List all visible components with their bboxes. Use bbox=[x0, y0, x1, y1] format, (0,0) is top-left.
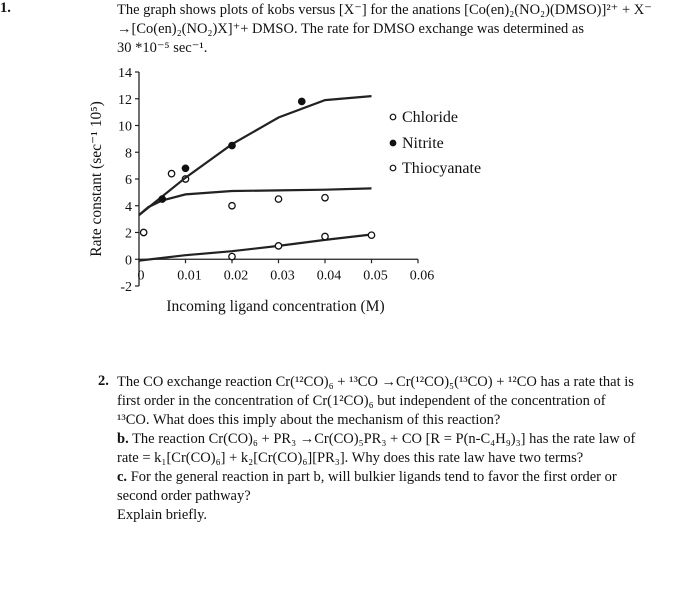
part-c-line-1 bbox=[117, 468, 677, 487]
y-axis-title: Rate constant (sec⁻¹ 10⁵) bbox=[88, 101, 105, 257]
x-tick-label: 0.06 bbox=[409, 268, 435, 284]
y-tick-label: 4 bbox=[125, 199, 132, 215]
x-axis-title: Incoming ligand concentration (M) bbox=[166, 298, 385, 315]
y-tick-label: 6 bbox=[125, 173, 132, 188]
question-2-line-2: first order in the concentration of Cr(1²CO)₆ but independent of the concentration of bbox=[117, 393, 606, 409]
y-tick-label: -2 bbox=[120, 280, 132, 295]
legend-marker bbox=[390, 114, 396, 120]
data-point-thiocyanate bbox=[229, 253, 235, 259]
x-tick-label: 0 bbox=[137, 268, 145, 284]
legend-marker bbox=[390, 140, 396, 146]
part-b-text-1: The reaction Cr(CO)₆ + PR₃ →Cr(CO)₅PR₃ + CO [R = P(n-C₄H₉)₃] has the rate law of bbox=[132, 431, 636, 447]
y-tick-label: 0 bbox=[125, 253, 132, 269]
question-2-text bbox=[117, 373, 677, 525]
data-point-nitrite bbox=[299, 98, 305, 104]
part-b-line-2: rate = k₁[Cr(CO)₆] + k₂[Cr(CO)₆][PR₃]. Why does this rate law have two terms? bbox=[117, 450, 584, 466]
legend-label: Nitrite bbox=[402, 135, 444, 152]
data-point-chloride bbox=[168, 170, 174, 176]
y-tick-label: 12 bbox=[118, 92, 132, 108]
data-point-thiocyanate bbox=[368, 232, 374, 238]
data-point-chloride bbox=[140, 229, 146, 235]
data-point-nitrite bbox=[182, 165, 188, 171]
part-b-line-1 bbox=[117, 430, 677, 449]
explain-line: Explain briefly. bbox=[117, 507, 208, 523]
x-tick-label: 0.02 bbox=[223, 268, 249, 284]
question-1-number: 1. bbox=[0, 0, 11, 16]
series-line-chloride bbox=[139, 188, 372, 215]
question-1-line-3: 30 *10⁻⁵ sec⁻¹. bbox=[117, 40, 208, 56]
y-tick-label: 8 bbox=[125, 146, 132, 162]
part-b-label: b. bbox=[117, 431, 129, 447]
question-1-line-2: →[Co(en)₂(NO₂)X]⁺+ DMSO. The rate for DMSO exchange was determined as bbox=[117, 21, 584, 37]
x-tick-label: 0.03 bbox=[270, 268, 295, 284]
legend-marker bbox=[390, 165, 396, 171]
question-2-line-1: The CO exchange reaction Cr(¹²CO)₆ + ¹³CO →Cr(¹²CO)₅(¹³CO) + ¹²CO has a rate that is bbox=[117, 374, 634, 390]
question-2-number: 2. bbox=[98, 373, 109, 389]
y-tick-label: 14 bbox=[118, 66, 132, 81]
y-tick-label: 2 bbox=[125, 226, 132, 242]
legend-label: Thiocyanate bbox=[402, 160, 482, 177]
data-point-nitrite bbox=[229, 142, 235, 148]
series-line-thiocyanate bbox=[139, 235, 372, 261]
x-tick-label: 0.04 bbox=[316, 268, 342, 284]
data-point-chloride bbox=[322, 195, 328, 201]
data-point-thiocyanate bbox=[322, 233, 328, 239]
x-tick-label: 0.01 bbox=[177, 268, 202, 284]
part-c-line-2: second order pathway? bbox=[117, 488, 251, 504]
data-point-thiocyanate bbox=[275, 243, 281, 249]
x-tick-label: 0.05 bbox=[363, 268, 388, 284]
part-c-text-1: For the general reaction in part b, will bulkier ligands tend to favor the first order or bbox=[130, 469, 617, 485]
data-point-chloride bbox=[229, 203, 235, 209]
question-1-line-1: The graph shows plots of kobs versus [X⁻] for the anations [Co(en)₂(NO₂)(DMSO)]²⁺ + X⁻ bbox=[117, 2, 652, 18]
y-tick-label: 10 bbox=[118, 119, 132, 135]
part-c-label: c. bbox=[117, 469, 128, 485]
data-point-nitrite bbox=[159, 196, 165, 202]
question-2-line-3: ¹³CO. What does this imply about the mechanism of this reaction? bbox=[117, 412, 501, 428]
data-point-chloride bbox=[275, 196, 281, 202]
legend-label: Chloride bbox=[402, 109, 458, 126]
